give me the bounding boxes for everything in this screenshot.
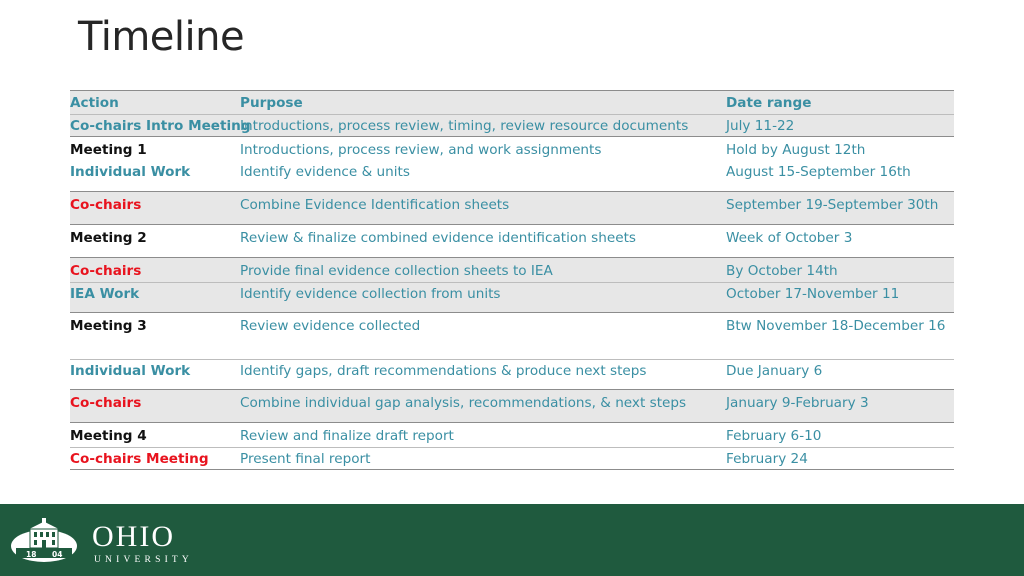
- row-date: August 15-September 16th: [726, 164, 911, 180]
- table-row: [70, 161, 954, 183]
- table-row: [70, 139, 954, 161]
- table-group-meeting-4: [70, 422, 954, 470]
- row-action: Individual Work: [70, 164, 191, 180]
- university-seal-icon: [10, 518, 78, 564]
- row-purpose: Identify evidence & units: [240, 164, 410, 180]
- row-date: September 19-September 30th: [726, 197, 939, 213]
- row-purpose: Introductions, process review, and work assignments: [240, 142, 602, 158]
- table-row: [70, 359, 954, 381]
- table-row: [70, 392, 954, 414]
- row-purpose: Provide final evidence collection sheets to IEA: [240, 263, 553, 279]
- seal-year-right: 04: [52, 550, 63, 559]
- table-row: [70, 260, 954, 282]
- header-action: Action: [70, 95, 119, 111]
- row-action: Meeting 4: [70, 428, 147, 444]
- table-header-group: [70, 90, 954, 136]
- row-action: Meeting 1: [70, 142, 147, 158]
- table-row: [70, 425, 954, 447]
- row-purpose: Introductions, process review, timing, review resource documents: [240, 118, 689, 134]
- table-row: [70, 282, 954, 304]
- table-row: [70, 194, 954, 216]
- table-group-cochairs-combine: [70, 191, 954, 224]
- row-action: Individual Work: [70, 363, 191, 379]
- university-logo-text: UNIVERSITY: [94, 555, 193, 565]
- row-action: Co-chairs: [70, 263, 142, 279]
- table-group-meeting-2: [70, 224, 954, 257]
- row-date: January 9-February 3: [726, 395, 869, 411]
- row-purpose: Review & finalize combined evidence identification sheets: [240, 230, 636, 246]
- table-group-meeting-1: [70, 136, 954, 191]
- ohio-logo-text: OHIO: [92, 520, 175, 553]
- row-date: By October 14th: [726, 263, 838, 279]
- row-action: Co-chairs Intro Meeting: [70, 118, 251, 134]
- row-action: Co-chairs: [70, 197, 142, 213]
- header-date-range: Date range: [726, 95, 812, 111]
- table-header-row: [70, 92, 954, 114]
- footer-bar: [0, 504, 1024, 576]
- row-date: February 6-10: [726, 428, 822, 444]
- row-date: July 11-22: [726, 118, 795, 134]
- header-purpose: Purpose: [240, 95, 303, 111]
- row-action: Meeting 2: [70, 230, 147, 246]
- row-purpose: Review evidence collected: [240, 318, 421, 334]
- row-date: Week of October 3: [726, 230, 853, 246]
- table-row: [70, 447, 954, 469]
- row-purpose: Combine Evidence Identification sheets: [240, 197, 510, 213]
- row-date: February 24: [726, 451, 808, 467]
- row-date: Hold by August 12th: [726, 142, 866, 158]
- row-action: Meeting 3: [70, 318, 147, 334]
- table-group-iea: [70, 257, 954, 312]
- row-action: Co-chairs Meeting: [70, 451, 209, 467]
- table-group-meeting-3: [70, 312, 954, 389]
- slide-title: Timeline: [78, 14, 245, 60]
- table-row: [70, 315, 954, 359]
- row-purpose: Identify gaps, draft recommendations & produce next steps: [240, 363, 647, 379]
- row-action: IEA Work: [70, 286, 140, 302]
- row-purpose: Combine individual gap analysis, recommendations, & next steps: [240, 395, 687, 411]
- timeline-table: [70, 90, 954, 470]
- row-purpose: Identify evidence collection from units: [240, 286, 501, 302]
- row-date: October 17-November 11: [726, 286, 900, 302]
- table-row: [70, 227, 954, 249]
- table-group-cochairs-gap: [70, 389, 954, 422]
- row-action: Co-chairs: [70, 395, 142, 411]
- row-purpose: Review and finalize draft report: [240, 428, 454, 444]
- row-date: Btw November 18-December 16: [726, 318, 946, 334]
- seal-year-left: 18: [26, 550, 37, 559]
- table-row: [70, 114, 954, 136]
- row-date: Due January 6: [726, 363, 823, 379]
- row-purpose: Present final report: [240, 451, 371, 467]
